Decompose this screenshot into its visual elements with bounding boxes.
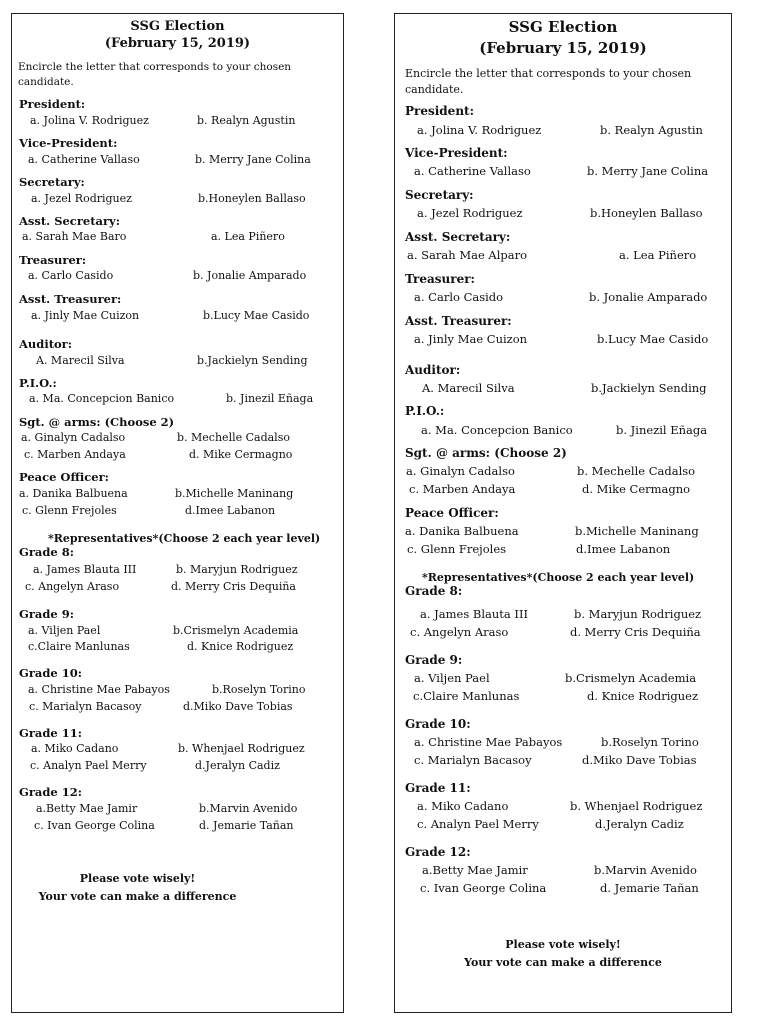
candidate-option[interactable]: b.Crismelyn Academia: [173, 624, 299, 637]
candidate-option[interactable]: b.Jackielyn Sending: [591, 381, 707, 395]
position-title: Asst. Secretary:: [405, 230, 511, 244]
candidate-option[interactable]: a. Ginalyn Cadalso: [21, 431, 126, 444]
footer: [0, 870, 303, 906]
position-title: Asst. Secretary:: [19, 214, 120, 228]
candidate-option[interactable]: c. Analyn Pael Merry: [30, 759, 147, 772]
candidate-option[interactable]: a. Carlo Casido: [414, 290, 504, 304]
position-title: Sgt. @ arms: (Choose 2): [405, 446, 567, 460]
candidate-option[interactable]: a. Christine Mae Pabayos: [414, 735, 563, 749]
candidate-option[interactable]: d. Merry Cris Dequiña: [570, 625, 701, 639]
candidate-option[interactable]: c. Marben Andaya: [24, 448, 126, 461]
candidate-option[interactable]: b. Mechelle Cadalso: [577, 464, 696, 478]
position-title: Peace Officer:: [19, 470, 109, 484]
candidate-option[interactable]: d.Imee Labanon: [576, 542, 671, 556]
footer-line-2: Your vote can make a difference: [38, 890, 237, 903]
candidate-option[interactable]: b.Michelle Maninang: [175, 487, 294, 500]
candidate-option[interactable]: c. Glenn Frejoles: [407, 542, 507, 556]
candidate-option[interactable]: d. Knice Rodriguez: [587, 689, 699, 703]
position-title: Grade 9:: [19, 607, 74, 621]
candidate-option[interactable]: b. Jinezil Eñaga: [226, 392, 314, 405]
candidate-option[interactable]: b.Roselyn Torino: [601, 735, 699, 749]
candidate-option[interactable]: a. Sarah Mae Baro: [22, 230, 127, 243]
footer-line-2: Your vote can make a difference: [464, 956, 662, 969]
position-title: Grade 12:: [19, 785, 82, 799]
candidate-option[interactable]: c. Analyn Pael Merry: [417, 817, 539, 831]
candidate-option[interactable]: a. Jolina V. Rodriguez: [30, 114, 149, 127]
candidate-option[interactable]: b.Marvin Avenido: [199, 802, 298, 815]
position-title: Grade 8:: [19, 545, 74, 559]
candidate-option[interactable]: a. Miko Cadano: [417, 799, 509, 813]
candidate-option[interactable]: a. Jinly Mae Cuizon: [31, 309, 140, 322]
position-title: Peace Officer:: [405, 506, 499, 520]
candidate-option[interactable]: c. Ivan George Colina: [420, 881, 547, 895]
candidate-option[interactable]: a. Catherine Vallaso: [414, 164, 531, 178]
election-date: (February 15, 2019): [104, 36, 251, 51]
candidate-option[interactable]: b. Realyn Agustin: [197, 114, 296, 127]
position-title: Secretary:: [405, 188, 474, 202]
candidate-option[interactable]: a. Lea Piñero: [211, 230, 285, 243]
representatives-note: *Representatives*(Choose 2 each year level): [422, 571, 695, 584]
candidate-option[interactable]: b.Crismelyn Academia: [565, 671, 697, 685]
candidate-option[interactable]: d. Knice Rodriguez: [187, 640, 294, 653]
candidate-option[interactable]: d.Miko Dave Tobias: [183, 700, 293, 713]
candidate-option[interactable]: a. Carlo Casido: [28, 269, 114, 282]
candidate-option[interactable]: a. Jezel Rodriguez: [417, 206, 523, 220]
election-title: SSG Election: [508, 18, 618, 36]
candidate-option[interactable]: a. Sarah Mae Alparo: [407, 248, 528, 262]
candidate-option[interactable]: b. Mechelle Cadalso: [177, 431, 290, 444]
position-title: Treasurer:: [19, 253, 87, 267]
candidate-option[interactable]: a. Miko Cadano: [31, 742, 119, 755]
candidate-option[interactable]: d.Jeralyn Cadiz: [595, 817, 684, 831]
election-title: SSG Election: [130, 19, 225, 34]
candidate-option[interactable]: d. Merry Cris Dequiña: [171, 580, 296, 593]
candidate-option[interactable]: b.Jackielyn Sending: [197, 354, 308, 367]
candidate-option[interactable]: c. Ivan George Colina: [34, 819, 155, 832]
position-title: Grade 9:: [405, 653, 463, 667]
candidate-option[interactable]: A. Marecil Silva: [36, 354, 125, 367]
candidate-option[interactable]: d. Jemarie Tañan: [199, 819, 294, 832]
position-title: Grade 11:: [19, 726, 82, 740]
ballot-left: [11, 13, 344, 1013]
candidate-option[interactable]: b. Jinezil Eñaga: [616, 423, 708, 437]
candidate-option[interactable]: a. Viljen Pael: [28, 624, 101, 637]
candidate-option[interactable]: d. Mike Cermagno: [582, 482, 691, 496]
position-title: President:: [19, 97, 86, 111]
position-title: Asst. Treasurer:: [19, 292, 122, 306]
candidate-option[interactable]: b. Merry Jane Colina: [195, 153, 311, 166]
position-title: Grade 8:: [405, 584, 463, 598]
candidate-option[interactable]: b.Marvin Avenido: [594, 863, 697, 877]
candidate-option[interactable]: b. Whenjael Rodriguez: [570, 799, 703, 813]
candidate-option[interactable]: a. Jezel Rodriguez: [31, 192, 132, 205]
candidate-option[interactable]: b.Michelle Maninang: [575, 524, 699, 538]
position-title: Grade 10:: [405, 717, 471, 731]
candidate-option[interactable]: a. Viljen Pael: [414, 671, 490, 685]
candidate-option[interactable]: a. Ma. Concepcion Banico: [421, 423, 573, 437]
position-title: Secretary:: [19, 175, 85, 189]
candidate-option[interactable]: c. Glenn Frejoles: [22, 504, 117, 517]
candidate-option[interactable]: c.Claire Manlunas: [413, 689, 520, 703]
candidate-option[interactable]: b.Roselyn Torino: [212, 683, 306, 696]
candidate-option[interactable]: c.Claire Manlunas: [28, 640, 130, 653]
candidate-option[interactable]: a. Christine Mae Pabayos: [28, 683, 170, 696]
candidate-option[interactable]: d. Jemarie Tañan: [600, 881, 699, 895]
candidate-option[interactable]: a. Jolina V. Rodriguez: [417, 123, 542, 137]
candidate-option[interactable]: a. James Blauta III: [420, 607, 529, 621]
candidate-option[interactable]: b. Maryjun Rodriguez: [574, 607, 702, 621]
candidate-option[interactable]: b.Lucy Mae Casido: [203, 309, 310, 322]
representatives-note: *Representatives*(Choose 2 each year level): [48, 532, 321, 545]
candidate-option[interactable]: a. Catherine Vallaso: [28, 153, 140, 166]
candidate-option[interactable]: a. Danika Balbuena: [405, 524, 519, 538]
footer: [395, 936, 731, 972]
position-title: Treasurer:: [405, 272, 475, 286]
position-title: P.I.O.:: [19, 376, 57, 390]
candidate-option[interactable]: c. Angelyn Araso: [25, 580, 120, 593]
candidate-option[interactable]: b. Maryjun Rodriguez: [176, 563, 298, 576]
position-title: Grade 10:: [19, 666, 82, 680]
candidate-option[interactable]: a. Danika Balbuena: [19, 487, 128, 500]
candidate-option[interactable]: d.Imee Labanon: [185, 504, 276, 517]
candidate-option[interactable]: b. Realyn Agustin: [600, 123, 703, 137]
position-title: Sgt. @ arms: (Choose 2): [19, 415, 175, 429]
candidate-option[interactable]: A. Marecil Silva: [422, 381, 515, 395]
candidate-option[interactable]: b.Honeylen Ballaso: [590, 206, 703, 220]
candidate-option[interactable]: c. Marialyn Bacasoy: [414, 753, 532, 767]
position-title: Grade 12:: [405, 845, 471, 859]
candidate-option[interactable]: b. Jonalie Amparado: [589, 290, 708, 304]
candidate-option[interactable]: a. Jinly Mae Cuizon: [414, 332, 528, 346]
candidate-option[interactable]: a.Betty Mae Jamir: [36, 802, 138, 815]
position-title: Auditor:: [19, 337, 72, 351]
candidate-option[interactable]: b. Whenjael Rodriguez: [178, 742, 305, 755]
candidate-option[interactable]: a. Ma. Concepcion Banico: [29, 392, 175, 405]
candidate-option[interactable]: b. Merry Jane Colina: [587, 164, 709, 178]
candidate-option[interactable]: c. Angelyn Araso: [410, 625, 509, 639]
candidate-option[interactable]: b.Honeylen Ballaso: [198, 192, 306, 205]
position-title: Auditor:: [405, 363, 461, 377]
position-title: Vice-President:: [405, 146, 508, 160]
candidate-option[interactable]: d.Jeralyn Cadiz: [195, 759, 280, 772]
position-title: Asst. Treasurer:: [405, 314, 512, 328]
candidate-option[interactable]: d. Mike Cermagno: [189, 448, 293, 461]
position-title: Grade 11:: [405, 781, 471, 795]
candidate-option[interactable]: b.Lucy Mae Casido: [597, 332, 709, 346]
position-title: President:: [405, 104, 475, 118]
instruction-text: Encircle the letter that corresponds to your chosen candidate.: [405, 67, 692, 96]
candidate-option[interactable]: c. Marialyn Bacasoy: [29, 700, 142, 713]
position-title: P.I.O.:: [405, 404, 445, 418]
candidate-option[interactable]: a. James Blauta III: [33, 563, 137, 576]
instruction-text: Encircle the letter that corresponds to your chosen candidate.: [18, 61, 292, 88]
candidate-option[interactable]: d.Miko Dave Tobias: [582, 753, 697, 767]
footer-line-1: Please vote wisely!: [79, 872, 196, 885]
position-title: Vice-President:: [19, 136, 118, 150]
candidate-option[interactable]: a.Betty Mae Jamir: [422, 863, 528, 877]
ballot-title: [395, 14, 731, 59]
candidate-option[interactable]: c. Marben Andaya: [409, 482, 516, 496]
candidate-option[interactable]: a. Ginalyn Cadalso: [406, 464, 515, 478]
candidate-option[interactable]: a. Lea Piñero: [619, 248, 697, 262]
candidate-option[interactable]: b. Jonalie Amparado: [193, 269, 307, 282]
ballot-title: [12, 14, 343, 52]
footer-line-1: Please vote wisely!: [505, 938, 621, 951]
ballot-right: [394, 13, 732, 1013]
election-date: (February 15, 2019): [479, 39, 647, 57]
